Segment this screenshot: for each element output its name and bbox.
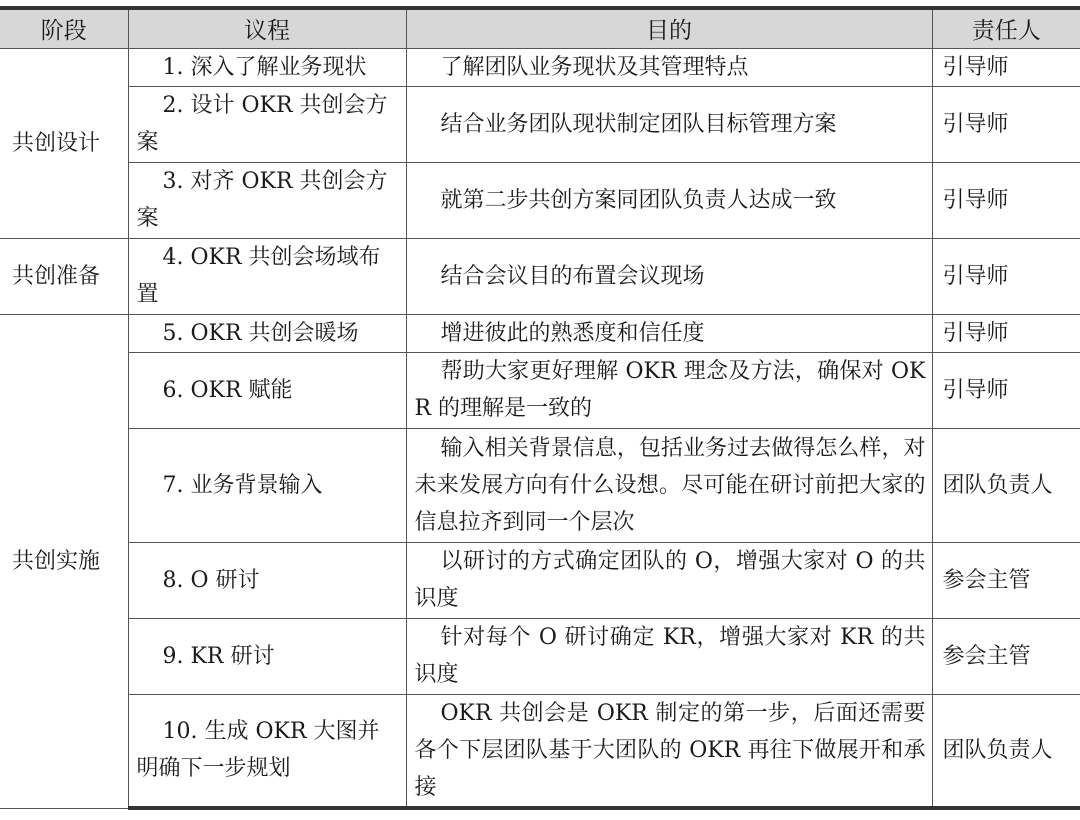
agenda-cell: 6. OKR 赋能 [128,352,406,428]
agenda-cell: 7. 业务背景输入 [128,428,406,542]
purpose-cell: OKR 共创会是 OKR 制定的第一步，后面还需要各个下层团队基于大团队的 OKR 再往下做展开和承接 [406,694,932,808]
table-row [0,618,1080,694]
agenda-cell: 5. OKR 共创会暖场 [128,314,406,352]
purpose-cell: 了解团队业务现状及其管理特点 [406,48,932,86]
table-row [0,314,1080,352]
table-row [0,86,1080,162]
header-row [0,8,1080,48]
owner-cell: 引导师 [932,86,1080,162]
purpose-cell: 结合业务团队现状制定团队目标管理方案 [406,86,932,162]
owner-cell: 引导师 [932,314,1080,352]
owner-cell: 团队负责人 [932,694,1080,808]
purpose-cell: 帮助大家更好理解 OKR 理念及方法，确保对 OKR 的理解是一致的 [406,352,932,428]
table-row [0,694,1080,808]
header-owner: 责任人 [932,8,1080,48]
purpose-cell: 就第二步共创方案同团队负责人达成一致 [406,162,932,238]
table-body [0,48,1080,808]
agenda-cell: 10. 生成 OKR 大图并明确下一步规划 [128,694,406,808]
owner-cell: 参会主管 [932,542,1080,618]
table-row [0,162,1080,238]
table-row [0,352,1080,428]
header-agenda: 议程 [128,8,406,48]
agenda-cell: 1. 深入了解业务现状 [128,48,406,86]
purpose-cell: 以研讨的方式确定团队的 O，增强大家对 O 的共识度 [406,542,932,618]
header-stage: 阶段 [0,8,128,48]
agenda-cell: 9. KR 研讨 [128,618,406,694]
table-row [0,48,1080,86]
purpose-cell: 增进彼此的熟悉度和信任度 [406,314,932,352]
header-purpose: 目的 [406,8,932,48]
stage-cell-prep: 共创准备 [0,238,128,314]
table-row [0,542,1080,618]
table-row [0,238,1080,314]
agenda-cell: 8. O 研讨 [128,542,406,618]
agenda-cell: 2. 设计 OKR 共创会方案 [128,86,406,162]
agenda-cell: 4. OKR 共创会场域布置 [128,238,406,314]
okr-process-table-container [0,6,1080,810]
table-header [0,8,1080,48]
agenda-cell: 3. 对齐 OKR 共创会方案 [128,162,406,238]
okr-process-table [0,6,1080,810]
owner-cell: 引导师 [932,48,1080,86]
stage-cell-design: 共创设计 [0,48,128,238]
purpose-cell: 输入相关背景信息，包括业务过去做得怎么样，对未来发展方向有什么设想。尽可能在研讨前把大家的信息拉齐到同一个层次 [406,428,932,542]
owner-cell: 团队负责人 [932,428,1080,542]
owner-cell: 引导师 [932,352,1080,428]
purpose-cell: 针对每个 O 研讨确定 KR，增强大家对 KR 的共识度 [406,618,932,694]
table-row [0,428,1080,542]
owner-cell: 引导师 [932,162,1080,238]
owner-cell: 参会主管 [932,618,1080,694]
purpose-cell: 结合会议目的布置会议现场 [406,238,932,314]
stage-cell-impl: 共创实施 [0,314,128,808]
owner-cell: 引导师 [932,238,1080,314]
